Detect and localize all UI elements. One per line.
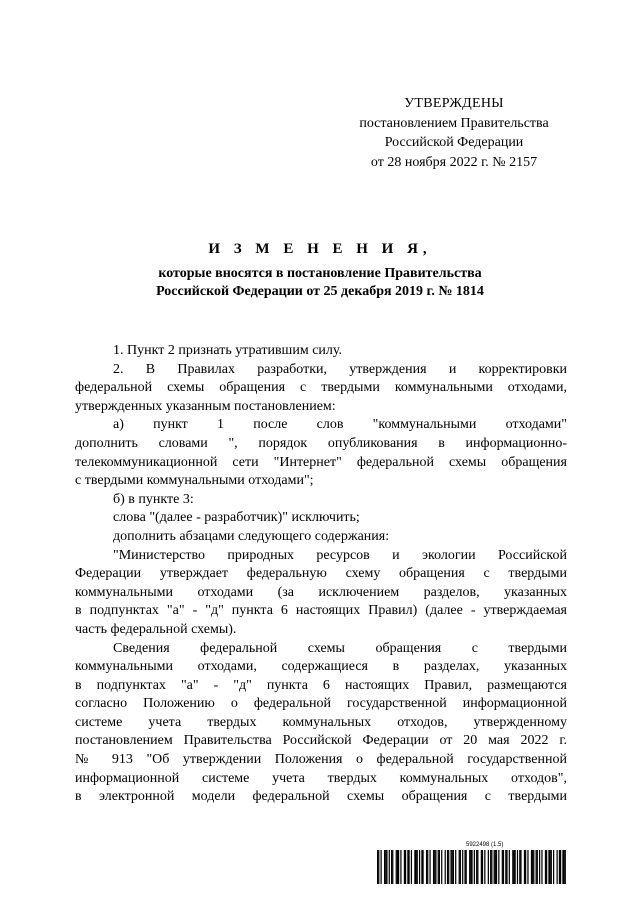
approval-line-3: от 28 ноября 2022 г. № 2157: [370, 154, 538, 170]
barcode-bar: [546, 850, 547, 884]
item-a-line-3: телекоммуникационной сети "Интернет" федеральной схемы обращения: [75, 454, 567, 470]
document-title: И З М Е Н Е Н И Я,: [208, 241, 432, 257]
barcode-bar: [560, 850, 561, 884]
barcode-bar: [550, 850, 551, 884]
barcode-bar: [429, 850, 430, 884]
barcode-bar: [380, 850, 381, 884]
barcode-bar: [520, 850, 521, 884]
barcode-bar: [384, 850, 385, 884]
barcode-bar: [469, 850, 470, 884]
quote-1-line-4: в подпунктах "а" - "д" пункта 6 настоящих Правил) (далее - утверждаемая: [75, 603, 567, 619]
paragraph-2-line-3: утвержденных указанным постановлением:: [75, 398, 336, 414]
barcode-bar: [491, 850, 492, 884]
barcode-bar: [477, 850, 478, 884]
barcode-bar: [531, 850, 532, 884]
barcode-bar: [502, 850, 503, 884]
barcode-bar: [527, 850, 528, 884]
barcode-bar: [392, 850, 393, 884]
barcode-bar: [553, 850, 554, 884]
barcode-bar: [551, 850, 552, 884]
barcode-bar: [453, 850, 454, 884]
quote-1-line-3: коммунальными отходами (за исключением разделов, указанных: [75, 584, 567, 600]
barcode-bar: [564, 850, 565, 884]
barcode-bar: [471, 850, 472, 884]
quote-2-line-4: согласно Положению о федеральной государственной информационной: [75, 696, 567, 712]
barcode-bar: [397, 850, 398, 884]
barcode-bar: [407, 850, 408, 884]
barcode-bar: [484, 850, 485, 884]
document-subtitle: [60, 265, 580, 301]
barcode-bar: [452, 850, 453, 884]
document-body: [75, 342, 567, 807]
barcode-bar: [414, 850, 415, 884]
barcode-bar: [426, 850, 427, 884]
barcode-bar: [524, 850, 525, 884]
quote-1-line-5: часть федеральной схемы).: [75, 621, 237, 637]
paragraph-1: 1. Пункт 2 признать утратившим силу.: [113, 343, 342, 358]
barcode-bar: [455, 850, 456, 884]
approval-stamp: [340, 94, 568, 172]
quote-2-line-2: коммунальными отходами, содержащиеся в разделах, указанных: [75, 659, 567, 675]
item-b: б) в пункте 3:: [113, 491, 194, 507]
quote-2-line-3: в подпунктах "а" - "д" пункта 6 настоящих Правил, размещаются: [75, 677, 567, 693]
barcode-bar: [450, 850, 451, 884]
barcode-bar: [503, 850, 504, 884]
barcode-bar: [391, 850, 392, 884]
barcode-bar: [389, 850, 390, 884]
barcode-bar: [433, 850, 434, 884]
barcode-bar: [519, 850, 520, 884]
barcode-bar: [398, 850, 399, 884]
barcode-bar: [411, 850, 412, 884]
approval-line-1: постановлением Правительства: [359, 115, 549, 131]
barcode-bar: [445, 850, 446, 884]
quote-2-line-5: системе учета твердых коммунальных отходов, утвержденному: [75, 714, 567, 730]
barcode-bar: [466, 850, 467, 884]
barcode-image: [377, 850, 567, 884]
barcode-bar: [481, 850, 482, 884]
barcode-bar: [532, 850, 533, 884]
paragraph-2-line-1: 2. В Правилах разработки, утверждения и корректировки: [113, 361, 567, 377]
barcode-bar: [562, 850, 563, 884]
item-a-line-4: с твердыми коммунальными отходами";: [75, 473, 314, 489]
barcode-bar: [386, 850, 387, 884]
barcode-bar: [512, 850, 513, 884]
barcode-bar: [474, 850, 475, 884]
barcode-bar: [495, 850, 496, 884]
barcode-bar: [421, 850, 422, 884]
quote-2-line-1: Сведения федеральной схемы обращения с твердыми: [113, 640, 567, 656]
item-a-line-2: дополнить словами ", порядок опубликования в информационно-: [75, 435, 567, 451]
barcode-bar: [517, 850, 518, 884]
barcode-bar: [515, 850, 516, 884]
barcode-bar: [494, 850, 495, 884]
barcode-bar: [482, 850, 483, 884]
barcode-bar: [537, 850, 538, 884]
barcode-bar: [396, 850, 397, 884]
barcode-bar: [525, 850, 526, 884]
barcode-bar: [559, 850, 560, 884]
barcode-bar: [459, 850, 460, 884]
barcode-bar: [422, 850, 423, 884]
quote-2-line-7: № 913 "Об утверждении Положения о федеральной государственной: [75, 752, 567, 768]
barcode-bar: [439, 850, 440, 884]
subtitle-line-2: Российской Федерации от 25 декабря 2019 г. № 1814: [156, 284, 484, 299]
barcode-bar: [533, 850, 534, 884]
quote-2-line-6: постановлением Правительства Российской Федерации от 20 мая 2022 г.: [75, 733, 567, 749]
barcode-bar: [435, 850, 436, 884]
barcode-bar: [417, 850, 418, 884]
barcode-bar: [505, 850, 506, 884]
item-b-sub-1: слова "(далее - разработчик)" исключить;: [113, 510, 360, 526]
barcode-bar: [536, 850, 537, 884]
barcode-bar: [377, 850, 378, 884]
item-a-line-1: а) пункт 1 после слов "коммунальными отходами": [113, 417, 567, 433]
barcode-bar: [462, 850, 463, 884]
barcode-bar: [513, 850, 514, 884]
barcode-bar: [448, 850, 449, 884]
barcode-bar: [404, 850, 405, 884]
barcode-bar: [464, 850, 465, 884]
barcode-bar: [539, 850, 540, 884]
barcode-bar: [427, 850, 428, 884]
barcode-bar: [441, 850, 442, 884]
barcode-bar: [400, 850, 401, 884]
barcode-bar: [378, 850, 379, 884]
barcode-bar: [541, 850, 542, 884]
barcode-bar: [385, 850, 386, 884]
barcode-bar: [506, 850, 507, 884]
paragraph-2-line-2: федеральной схемы обращения с твердыми коммунальными отходами,: [75, 380, 567, 396]
barcode-bar: [460, 850, 461, 884]
item-b-sub-2: дополнить абзацами следующего содержания:: [113, 528, 390, 544]
barcode-bar: [415, 850, 416, 884]
barcode-bar: [565, 850, 566, 884]
barcode-bar: [419, 850, 420, 884]
barcode-bar: [488, 850, 489, 884]
barcode-bar: [447, 850, 448, 884]
quote-1-line-1: "Министерство природных ресурсов и экологии Российской: [113, 547, 567, 563]
quote-1-line-2: Федерации утверждает федеральную схему обращения с твердыми: [75, 566, 567, 582]
barcode-bar: [438, 850, 439, 884]
barcode-bar: [476, 850, 477, 884]
barcode-bar: [557, 850, 558, 884]
barcode-bar: [434, 850, 435, 884]
barcode-bar: [408, 850, 409, 884]
barcode-bar: [545, 850, 546, 884]
barcode-bar: [490, 850, 491, 884]
barcode-bar: [548, 850, 549, 884]
barcode-bar: [509, 850, 510, 884]
barcode-bar: [405, 850, 406, 884]
barcode-number: 5922498 (1.5): [466, 842, 504, 848]
approval-title: УТВЕРЖДЕНЫ: [404, 96, 504, 111]
subtitle-line-1: которые вносятся в постановление Правительства: [158, 266, 482, 281]
barcode-bar: [498, 850, 499, 884]
barcode-bar: [496, 850, 497, 884]
quote-2-line-8: информационной системе учета твердых коммунальных отходов",: [75, 770, 567, 786]
barcode-bar: [470, 850, 471, 884]
approval-line-2: Российской Федерации: [384, 135, 524, 150]
quote-2-line-9: в электронной модели федеральной схемы обращения с твердыми: [75, 789, 567, 805]
